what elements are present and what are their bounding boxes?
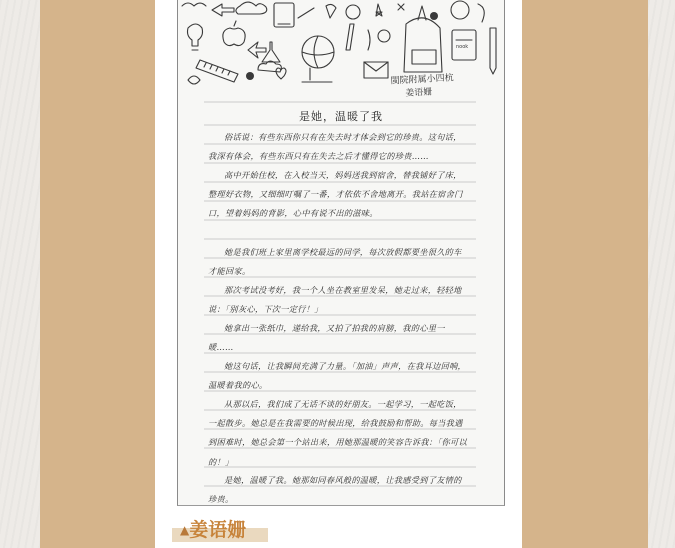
caption-author-name: 姜语姗 <box>189 519 247 541</box>
caption-triangle-icon: ▲ <box>180 523 190 537</box>
page-background-right <box>648 0 675 548</box>
author-caption <box>180 517 246 543</box>
essay-paragraph-5: 她拿出一张纸巾，递给我，又拍了拍我的肩膀，我的心里一暖…… <box>208 323 445 353</box>
signature-school: 閩院附属小四杭 <box>390 73 454 87</box>
essay-paragraph-4: 那次考试没考好，我一个人坐在教室里发呆，她走过来，轻轻地说：「别灰心，下次一定行！」 <box>208 285 462 315</box>
handwritten-essay-scan <box>177 0 505 506</box>
essay-paragraph-6: 她这句话，让我瞬间充满了力量。「加油」声声，在我耳边回响，温暖着我的心。 <box>208 361 467 391</box>
essay-title: 是她，温暖了我 <box>299 110 383 123</box>
svg-text:nook: nook <box>456 44 469 50</box>
essay-paragraph-7: 从那以后，我们成了无话不谈的好朋友。一起学习，一起吃饭，一起散步。她总是在我需要的时候出现，给我鼓励和帮助。每当我遇到困难时，她总会第一个站出来，用她那温暖的笑容告诉我：「你可以的！」 <box>208 399 468 467</box>
page-background-left <box>0 0 40 548</box>
essay-paragraph-2: 高中开始住校，在入校当天，妈妈送我到宿舍，替我铺好了床，整理好衣物，又细细叮嘱了一番，才依依不舍地离开。我站在宿舍门口，望着妈妈的背影，心中有说不出的滋味。 <box>208 170 463 219</box>
essay-paragraph-1: 俗话说：有些东西你只有在失去时才体会到它的珍贵。这句话，我深有体会，有些东西只有在失去之后才懂得它的珍贵…… <box>208 132 462 162</box>
essay-paragraph-8: 是她，温暖了我。她那如同春风般的温暖，让我感受到了友情的珍贵。 <box>208 475 462 505</box>
signature-name: 姜语姗 <box>405 87 433 99</box>
essay-paragraph-3: 她是我们班上家里离学校最远的同学，每次放假都要坐很久的车才能回家。 <box>208 247 462 277</box>
